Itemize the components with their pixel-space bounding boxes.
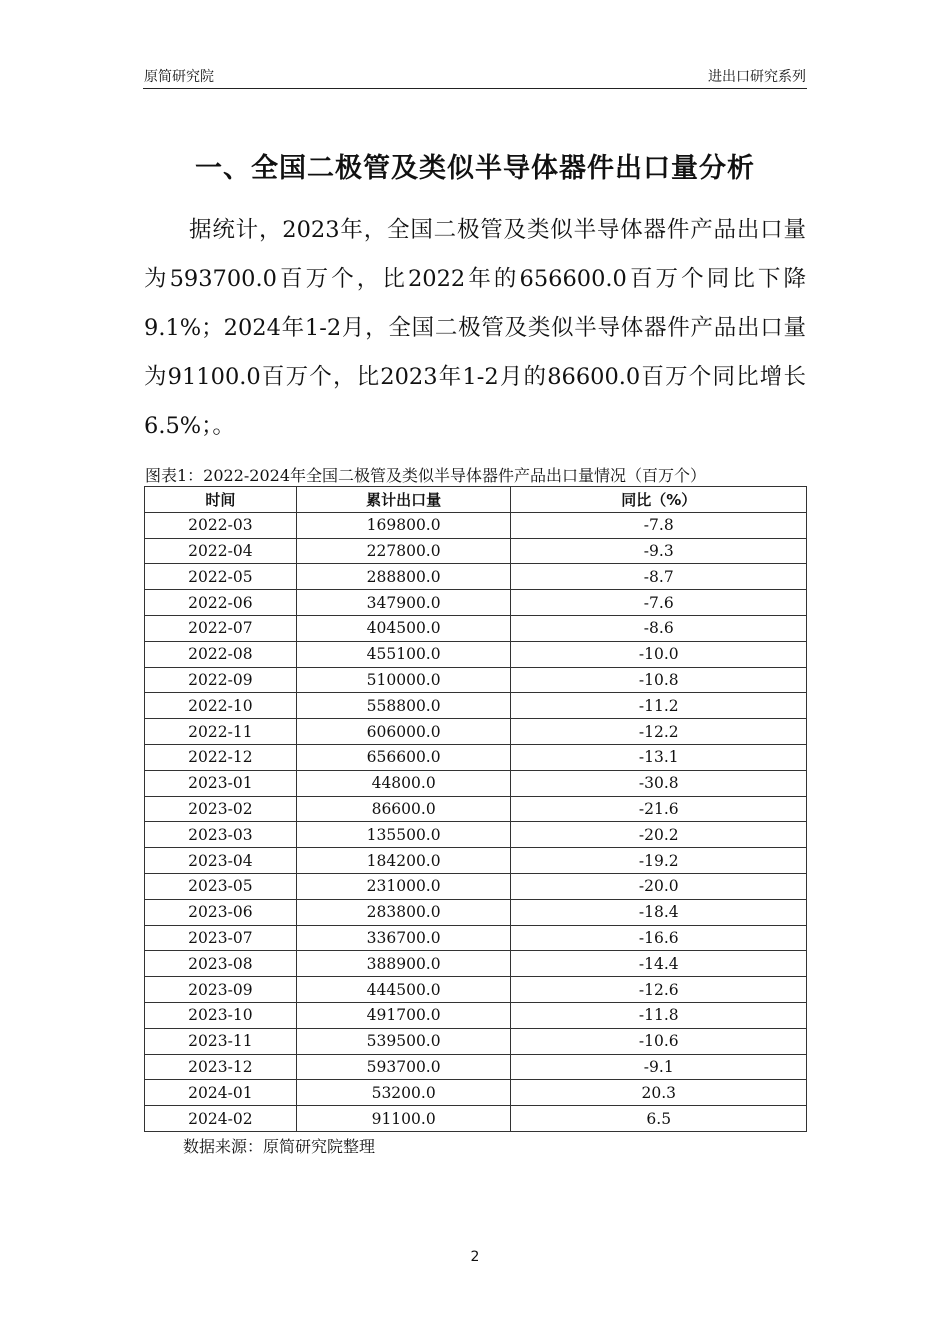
cell-yoy: -7.8 bbox=[511, 512, 807, 538]
cell-time: 2022-11 bbox=[145, 719, 297, 745]
header-series-name: 进出口研究系列 bbox=[708, 69, 806, 85]
cell-time: 2023-04 bbox=[145, 848, 297, 874]
cell-yoy: -20.0 bbox=[511, 873, 807, 899]
table-row bbox=[145, 848, 807, 874]
cell-cumulative-export: 491700.0 bbox=[296, 1002, 511, 1028]
cell-time: 2024-02 bbox=[145, 1106, 297, 1132]
cell-time: 2022-07 bbox=[145, 615, 297, 641]
cell-cumulative-export: 288800.0 bbox=[296, 564, 511, 590]
cell-yoy: -9.1 bbox=[511, 1054, 807, 1080]
table-row bbox=[145, 1028, 807, 1054]
cell-yoy: -9.3 bbox=[511, 538, 807, 564]
cell-time: 2023-10 bbox=[145, 1002, 297, 1028]
column-header-time: 时间 bbox=[145, 487, 297, 513]
cell-time: 2023-09 bbox=[145, 977, 297, 1003]
table-row bbox=[145, 693, 807, 719]
cell-yoy: 6.5 bbox=[511, 1106, 807, 1132]
table-row bbox=[145, 873, 807, 899]
table-row bbox=[145, 1002, 807, 1028]
cell-yoy: -10.0 bbox=[511, 641, 807, 667]
cell-cumulative-export: 656600.0 bbox=[296, 744, 511, 770]
table-row bbox=[145, 615, 807, 641]
cell-yoy: -12.6 bbox=[511, 977, 807, 1003]
cell-cumulative-export: 53200.0 bbox=[296, 1080, 511, 1106]
table-row bbox=[145, 925, 807, 951]
cell-yoy: -7.6 bbox=[511, 590, 807, 616]
table-row bbox=[145, 1080, 807, 1106]
export-volume-table bbox=[144, 486, 807, 1132]
section-title: 一、全国二极管及类似半导体器件出口量分析 bbox=[195, 153, 755, 184]
cell-time: 2023-11 bbox=[145, 1028, 297, 1054]
column-header-yoy: 同比（%） bbox=[511, 487, 807, 513]
cell-cumulative-export: 169800.0 bbox=[296, 512, 511, 538]
cell-yoy: -14.4 bbox=[511, 951, 807, 977]
cell-time: 2022-04 bbox=[145, 538, 297, 564]
cell-yoy: -12.2 bbox=[511, 719, 807, 745]
table-row bbox=[145, 667, 807, 693]
cell-yoy: -8.6 bbox=[511, 615, 807, 641]
cell-time: 2023-02 bbox=[145, 796, 297, 822]
cell-time: 2023-03 bbox=[145, 822, 297, 848]
cell-time: 2023-06 bbox=[145, 899, 297, 925]
table-row bbox=[145, 899, 807, 925]
cell-cumulative-export: 44800.0 bbox=[296, 770, 511, 796]
cell-yoy: -11.8 bbox=[511, 1002, 807, 1028]
cell-time: 2022-12 bbox=[145, 744, 297, 770]
cell-yoy: -10.8 bbox=[511, 667, 807, 693]
cell-yoy: -30.8 bbox=[511, 770, 807, 796]
body-paragraph: 据统计，2023年，全国二极管及类似半导体器件产品出口量为593700.0百万个，比2022年的656600.0百万个同比下降9.1%；2024年1-2月，全国二极管及类似半导体器件产品出口量为91100.0百万个，比2023年1-2月的86600.0百万个同比增长6.5%；。 bbox=[144, 217, 806, 439]
cell-cumulative-export: 336700.0 bbox=[296, 925, 511, 951]
table-row bbox=[145, 951, 807, 977]
cell-cumulative-export: 86600.0 bbox=[296, 796, 511, 822]
cell-time: 2022-06 bbox=[145, 590, 297, 616]
column-header-cumulative-export: 累计出口量 bbox=[296, 487, 511, 513]
table-row bbox=[145, 564, 807, 590]
table-row bbox=[145, 977, 807, 1003]
cell-time: 2024-01 bbox=[145, 1080, 297, 1106]
cell-yoy: -16.6 bbox=[511, 925, 807, 951]
table-row bbox=[145, 822, 807, 848]
cell-cumulative-export: 593700.0 bbox=[296, 1054, 511, 1080]
cell-time: 2023-07 bbox=[145, 925, 297, 951]
cell-cumulative-export: 539500.0 bbox=[296, 1028, 511, 1054]
cell-cumulative-export: 227800.0 bbox=[296, 538, 511, 564]
table-row bbox=[145, 512, 807, 538]
table-row bbox=[145, 744, 807, 770]
cell-time: 2022-08 bbox=[145, 641, 297, 667]
table-caption: 图表1：2022-2024年全国二极管及类似半导体器件产品出口量情况（百万个） bbox=[145, 466, 707, 485]
cell-yoy: -21.6 bbox=[511, 796, 807, 822]
cell-yoy: -20.2 bbox=[511, 822, 807, 848]
cell-yoy: -13.1 bbox=[511, 744, 807, 770]
table-body bbox=[145, 512, 807, 1131]
header-divider bbox=[143, 88, 807, 89]
cell-yoy: -8.7 bbox=[511, 564, 807, 590]
table-row bbox=[145, 1054, 807, 1080]
cell-cumulative-export: 231000.0 bbox=[296, 873, 511, 899]
table-row bbox=[145, 641, 807, 667]
cell-cumulative-export: 558800.0 bbox=[296, 693, 511, 719]
header-org-name: 原简研究院 bbox=[144, 69, 214, 85]
table-row bbox=[145, 538, 807, 564]
page-number: 2 bbox=[470, 1249, 480, 1265]
cell-time: 2023-08 bbox=[145, 951, 297, 977]
cell-time: 2023-12 bbox=[145, 1054, 297, 1080]
cell-time: 2022-03 bbox=[145, 512, 297, 538]
cell-cumulative-export: 455100.0 bbox=[296, 641, 511, 667]
cell-cumulative-export: 184200.0 bbox=[296, 848, 511, 874]
cell-yoy: 20.3 bbox=[511, 1080, 807, 1106]
table-row bbox=[145, 590, 807, 616]
cell-cumulative-export: 444500.0 bbox=[296, 977, 511, 1003]
cell-cumulative-export: 606000.0 bbox=[296, 719, 511, 745]
cell-time: 2022-05 bbox=[145, 564, 297, 590]
cell-yoy: -11.2 bbox=[511, 693, 807, 719]
cell-cumulative-export: 347900.0 bbox=[296, 590, 511, 616]
cell-cumulative-export: 388900.0 bbox=[296, 951, 511, 977]
cell-time: 2022-10 bbox=[145, 693, 297, 719]
cell-yoy: -19.2 bbox=[511, 848, 807, 874]
cell-cumulative-export: 510000.0 bbox=[296, 667, 511, 693]
cell-cumulative-export: 404500.0 bbox=[296, 615, 511, 641]
cell-cumulative-export: 91100.0 bbox=[296, 1106, 511, 1132]
table-row bbox=[145, 719, 807, 745]
table-row bbox=[145, 1106, 807, 1132]
cell-cumulative-export: 135500.0 bbox=[296, 822, 511, 848]
cell-yoy: -10.6 bbox=[511, 1028, 807, 1054]
table-row bbox=[145, 796, 807, 822]
data-source-note: 数据来源：原简研究院整理 bbox=[183, 1137, 376, 1156]
cell-time: 2023-05 bbox=[145, 873, 297, 899]
table-header-row bbox=[145, 487, 807, 513]
cell-time: 2023-01 bbox=[145, 770, 297, 796]
cell-yoy: -18.4 bbox=[511, 899, 807, 925]
cell-cumulative-export: 283800.0 bbox=[296, 899, 511, 925]
table-row bbox=[145, 770, 807, 796]
cell-time: 2022-09 bbox=[145, 667, 297, 693]
